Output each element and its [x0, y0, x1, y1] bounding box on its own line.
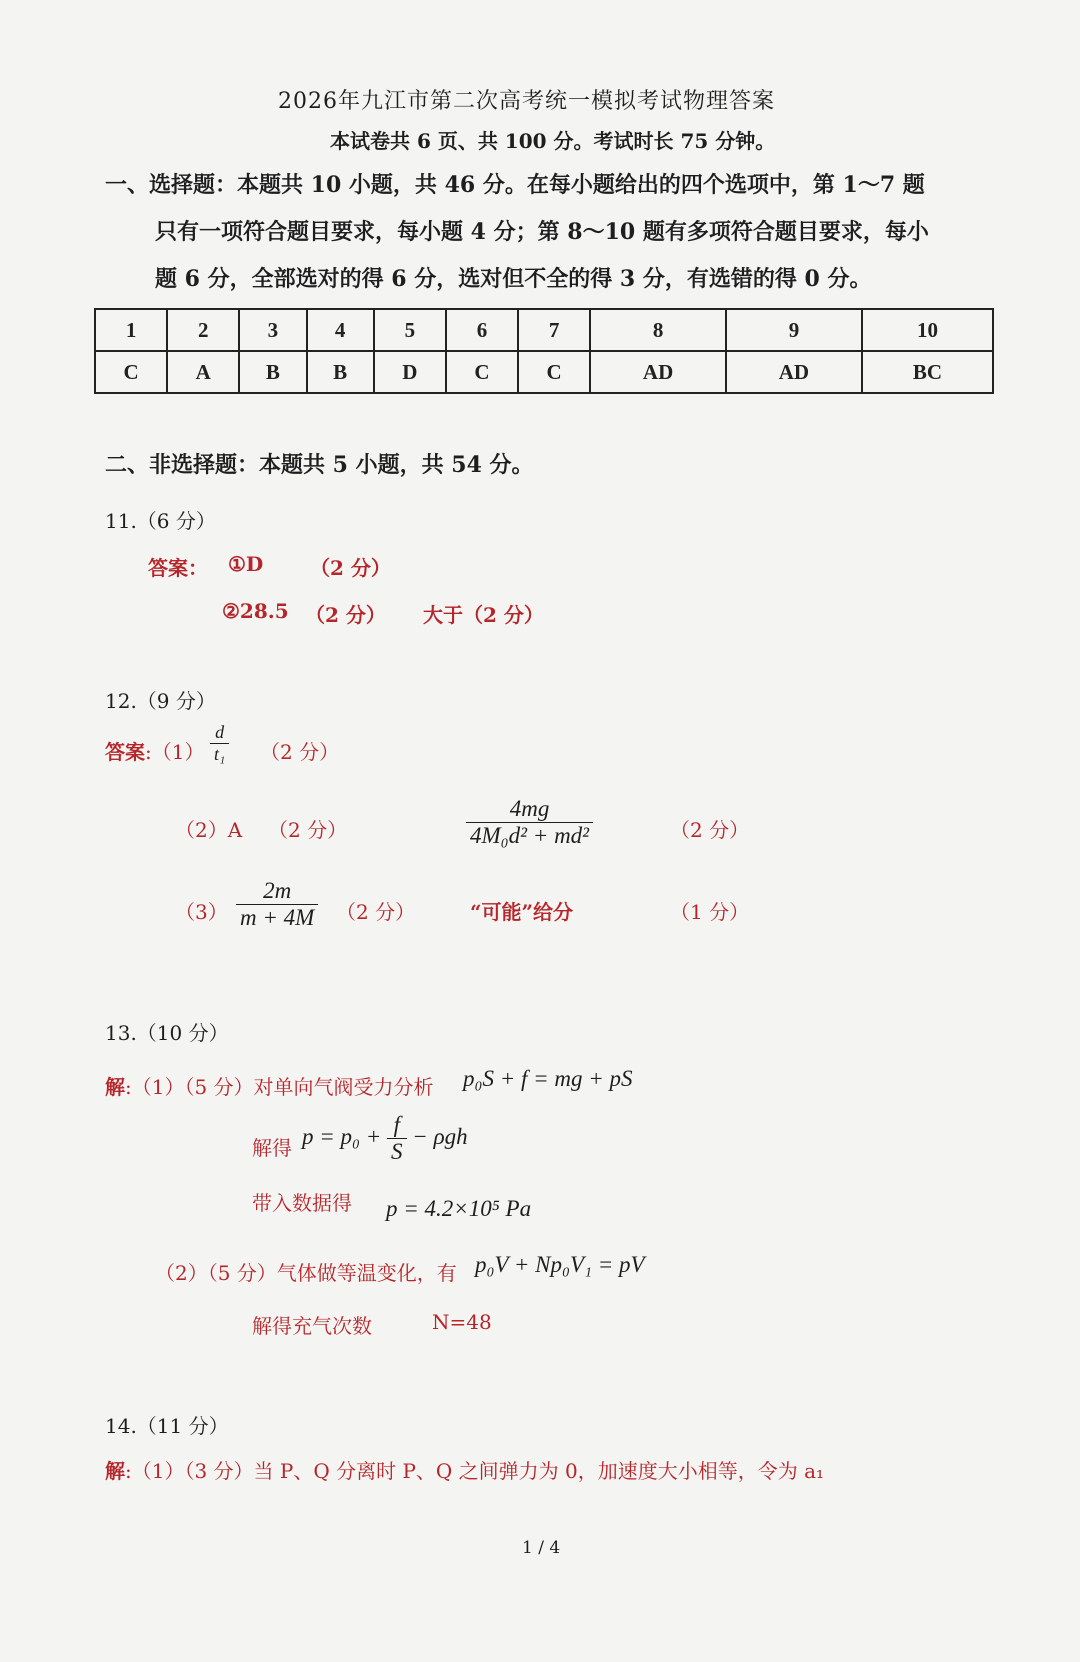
table-cell: 8 — [590, 309, 726, 351]
q12-a2-label: （2）A — [175, 818, 243, 842]
table-cell: D — [374, 351, 446, 393]
table-row-answers — [95, 351, 993, 393]
q14-part1-row — [105, 1455, 824, 1484]
table-cell: 9 — [726, 309, 862, 351]
q12-a2-fraction-score: （2 分） — [670, 818, 750, 842]
q14-part1-text: :（1）（3 分）当 P、Q 分离时 P、Q 之间弹力为 0，加速度大小相等，令为 a₁ — [125, 1459, 825, 1483]
table-cell: 10 — [862, 309, 993, 351]
q12-a3-denominator: m + 4M — [236, 904, 318, 931]
q11-part3: 大于（2 分） — [423, 603, 544, 627]
table-cell: BC — [862, 351, 993, 393]
table-cell: B — [239, 351, 306, 393]
section1-line1: 一、选择题：本题共 10 小题，共 46 分。在每小题给出的四个选项中，第 1～7 题 — [105, 172, 925, 198]
table-cell: B — [307, 351, 374, 393]
table-cell: 5 — [374, 309, 446, 351]
q13-substitute-label: 带入数据得 — [252, 1191, 352, 1215]
q13-number: 13.（10 分） — [105, 1021, 229, 1045]
q12-number: 12.（9 分） — [105, 689, 216, 713]
q13-solve-equation — [302, 1112, 468, 1165]
q13-part2-result: N=48 — [432, 1310, 492, 1334]
q12-a1-score: （2 分） — [260, 740, 340, 764]
table-row-numbers — [95, 309, 993, 351]
table-cell: AD — [590, 351, 726, 393]
page-title: 2026年九江市第二次高考统一模拟考试物理答案 — [278, 89, 775, 114]
q12-a1-numerator: d — [215, 722, 225, 742]
table-cell: 1 — [95, 309, 167, 351]
q12-a2-denominator: 4M₀d² + md² — [466, 822, 593, 849]
table-cell: 4 — [307, 309, 374, 351]
q13-solution-label: 解 — [105, 1075, 125, 1099]
q11-part1-score: （2 分） — [310, 556, 391, 580]
section1-line3: 题 6 分，全部选对的得 6 分，选对但不全的得 3 分，有选错的得 0 分。 — [155, 266, 872, 292]
q11-number: 11.（6 分） — [105, 509, 216, 533]
page-number: 1 / 4 — [522, 1538, 561, 1558]
table-cell: 2 — [167, 309, 239, 351]
q13-solve-rhs: − ρgh — [412, 1123, 468, 1149]
q12-a3-score: （2 分） — [336, 900, 416, 924]
q13-part2-result-label: 解得充气次数 — [252, 1314, 372, 1338]
page-subtitle: 本试卷共 6 页、共 100 分。考试时长 75 分钟。 — [330, 129, 776, 153]
q13-substitute-equation: p = 4.2×10⁵ Pa — [386, 1196, 532, 1221]
q13-part1-equation: p₀S + f = mg + pS — [463, 1066, 633, 1091]
q11-part1: ①D — [228, 552, 264, 576]
q14-solution-label: 解 — [105, 1459, 125, 1483]
q11-part2: ②28.5 — [222, 599, 289, 623]
table-cell: 3 — [239, 309, 306, 351]
table-cell: 7 — [518, 309, 590, 351]
q12-answer-label: 答案 — [105, 740, 145, 764]
table-cell: 6 — [446, 309, 518, 351]
q13-part1-row — [105, 1071, 434, 1100]
q12-a2-score: （2 分） — [268, 818, 348, 842]
q12-a2-numerator: 4mg — [509, 796, 550, 821]
q14-number: 14.（11 分） — [105, 1414, 229, 1438]
section1-line2: 只有一项符合题目要求，每小题 4 分；第 8～10 题有多项符合题目要求，每小 — [155, 219, 929, 245]
table-cell: C — [95, 351, 167, 393]
q12-answer-row1 — [105, 736, 204, 765]
q12-a1-fraction — [210, 722, 229, 765]
q12-a3-note: “可能”给分 — [470, 900, 574, 924]
q13-solve-lhs: p = p₀ + — [302, 1123, 382, 1149]
q12-a3-note-score: （1 分） — [670, 900, 750, 924]
q11-part2-score: （2 分） — [305, 603, 386, 627]
q13-solve-denominator: S — [387, 1138, 407, 1165]
table-cell: C — [518, 351, 590, 393]
q13-solve-label: 解得 — [252, 1136, 292, 1160]
q12-a3-label: （3） — [175, 900, 228, 924]
table-cell: A — [167, 351, 239, 393]
q12-a3-fraction — [236, 878, 318, 931]
q12-a1-label: :（1） — [145, 740, 205, 764]
table-cell: C — [446, 351, 518, 393]
q13-part2-text: （2）（5 分）气体做等温变化，有 — [155, 1261, 457, 1285]
section2-heading: 二、非选择题：本题共 5 小题，共 54 分。 — [105, 452, 534, 478]
table-cell: AD — [726, 351, 862, 393]
q13-part1-text: :（1）（5 分）对单向气阀受力分析 — [125, 1075, 434, 1099]
q12-a2-fraction — [466, 796, 593, 849]
q13-solve-numerator: f — [393, 1112, 400, 1137]
q13-part2-equation: p₀V + Np₀V₁ = pV — [475, 1252, 645, 1277]
q11-answer-label: 答案： — [148, 556, 208, 580]
q12-a3-numerator: 2m — [263, 878, 292, 903]
q12-a1-denominator: t₁ — [210, 743, 229, 765]
multiple-choice-answer-table — [94, 308, 994, 394]
